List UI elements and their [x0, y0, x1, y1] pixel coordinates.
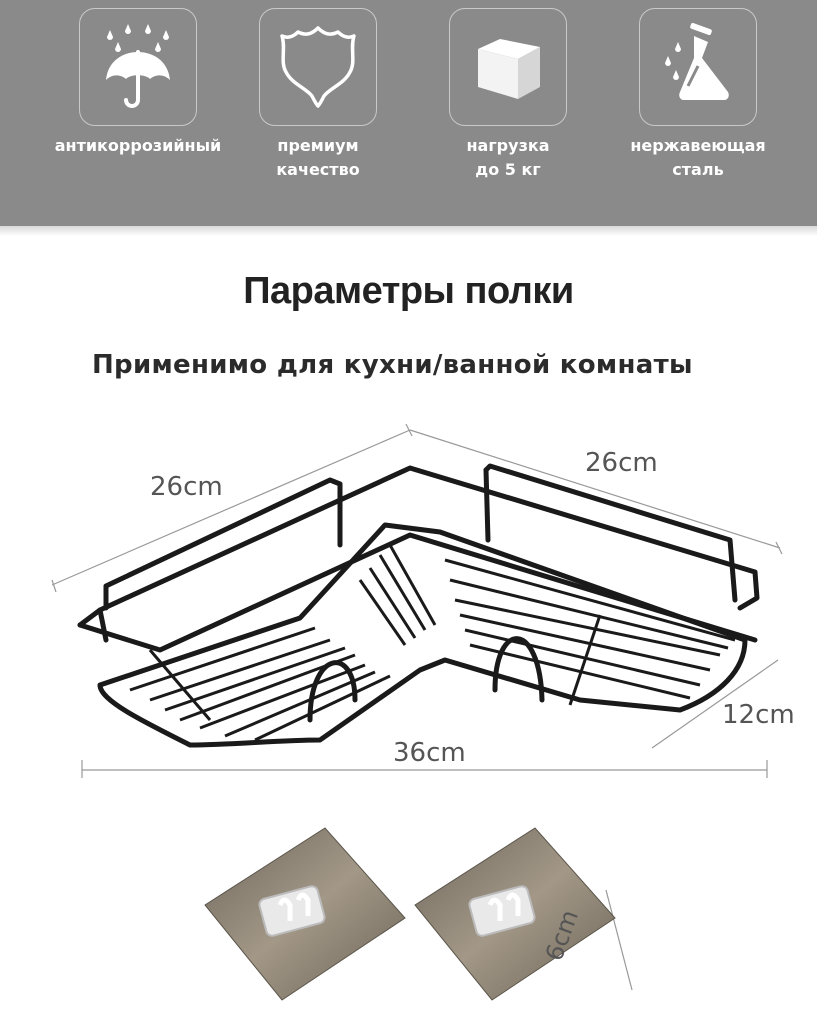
- page-title: Параметры полки: [243, 270, 574, 312]
- feature-label: антикоррозийный: [54, 136, 222, 155]
- adhesive-hook-1: [205, 828, 405, 1000]
- dimension-hook-size: 6cm: [540, 906, 585, 965]
- dimension-height: 12cm: [722, 700, 795, 730]
- page-subtitle: Применимо для кухни/ванной комнаты: [92, 350, 693, 380]
- dimension-right-depth: 26cm: [585, 448, 658, 478]
- feature-label: нержавеющая сталь: [630, 136, 766, 179]
- feature-label: премиум качество: [276, 136, 360, 179]
- adhesive-hook-2: [415, 828, 615, 1000]
- feature-label: нагрузка до 5 кг: [466, 136, 550, 179]
- dimension-width: 36cm: [393, 738, 466, 768]
- dimension-left-depth: 26cm: [150, 472, 223, 502]
